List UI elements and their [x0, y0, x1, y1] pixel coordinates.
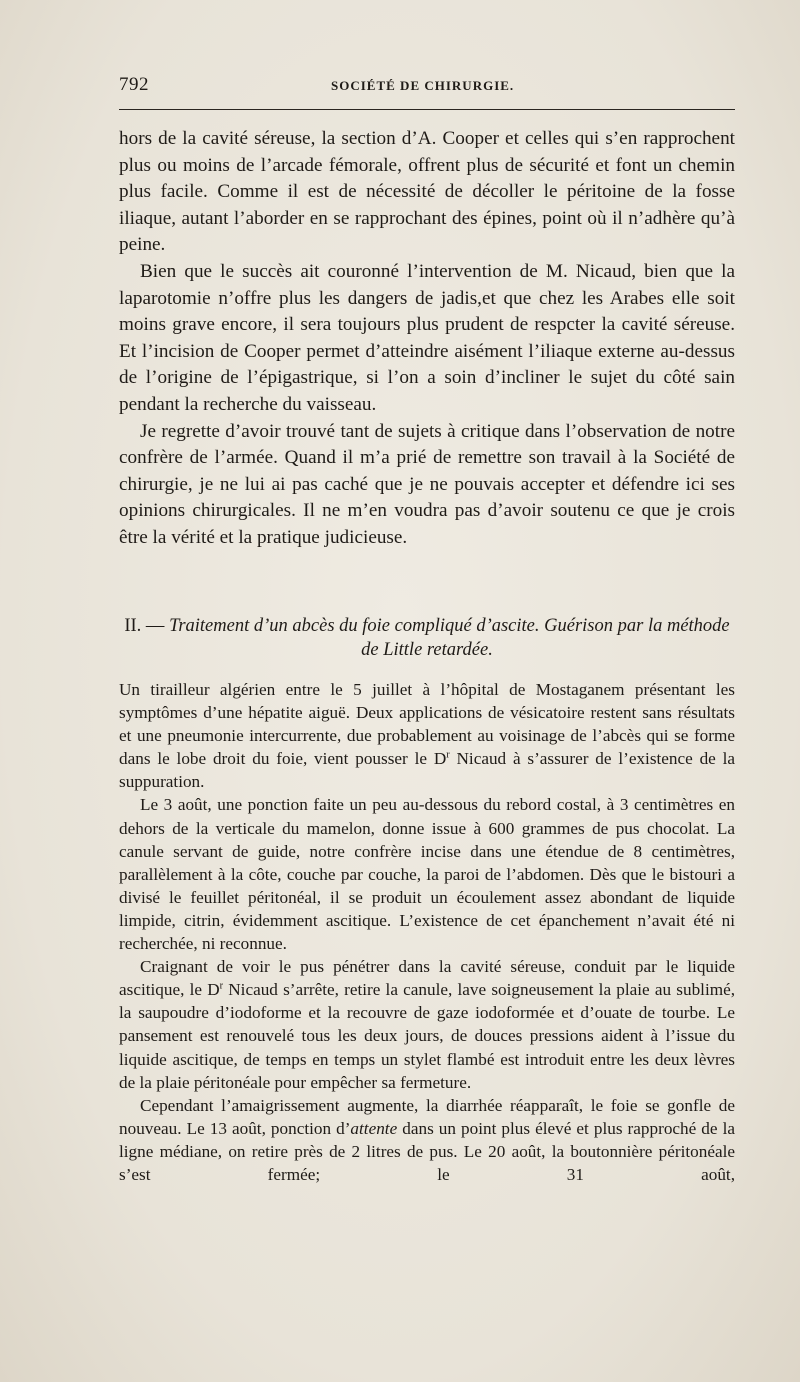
paragraph-3: Je regrette d’avoir trouvé tant de sujets à critique dans l’observation de notre confrère de l’armée. Quand il m’a prié de remettre son travail à la Société de chirurgie, je ne lui ai pas caché que je ne pouvais accepter et défendre ici ses opinions chirurgicales. Il ne m’en voudra pas d’avoir soutenu ce que je crois être la vérité et la pratique judicieuse.	[119, 420, 735, 548]
observation-paragraph-2: Le 3 août, une ponction faite un peu au-dessous du rebord costal, à 3 centimètres en dehors de la verticale du mamelon, donne issue à 600 grammes de pus chocolat. La canule servant de guide, notre confrère incise dans une étendue de 8 centimètres, parallèlement à la côte, couche par couche, la paroi de l’abdomen. Dès que le bistouri a divisé le feuillet péritonéal, il se produit un écoulement assez abondant de liquide limpide, citrin, évidemment ascitique. L’existence de cet épanchement n’avait été ni recherchée, ni reconnue.	[119, 795, 735, 954]
italic-word: attente	[350, 1118, 398, 1138]
paragraph-1: hors de la cavité séreuse, la section d’A. Cooper et celles qui s’en rapprochent plus ou moins de l’arcade fémorale, offrent plus de sécurité et font un chemin plus facile. Comme il est de nécessité de décoller le péritoine de la fosse iliaque, autant l’aborder en se rapprochant des épines, point où il n’adhère qu’à peine.	[119, 128, 735, 256]
page-number: 792	[119, 74, 149, 95]
doctor-abbrev: D	[207, 980, 220, 1000]
section-number: II. —	[124, 616, 165, 636]
observation-paragraph-4	[119, 1094, 735, 1186]
header-rule	[119, 109, 735, 110]
observation-p1-end: Nicaud à s’assurer de l’existence de la suppuration.	[119, 749, 736, 792]
observation-p3-end: Nicaud s’arrête, retire la canule, lave soigneusement la plaie au sublimé, la saupoudre d’iodoforme et la recouvre de gaze iodoformée et d’ouate de tourbe. Le pansement est renouvelé tous les deux jours, de douces pressions aident à l’issue du liquide ascitique, de temps en temps un stylet flambé est introduit entre les deux lèvres de la plaie péritonéale pour empêcher sa fermeture.	[119, 980, 736, 1092]
page-header	[119, 74, 735, 98]
main-body	[119, 126, 735, 552]
running-head: SOCIÉTÉ DE CHIRURGIE.	[331, 78, 515, 93]
section-heading	[119, 614, 735, 662]
observation-p4-start: Cependant l’amaigrissement augmente, la diarrhée réapparaît, le foie se gonfle de nouveau. Le 13 août, ponction d’	[119, 1095, 735, 1138]
observation-p1-text: Un tirailleur algérien entre le 5 juillet à l’hôpital de Mostaganem présentant les symptômes d’une hépatite aiguë. Deux applications de vésicatoire restent sans résultats et une pneumonie intercurrente, due probablement au voisinage de l’abcès qui se forme dans le lobe droit du foie, vient pousser le	[119, 680, 735, 769]
observation-text	[119, 678, 735, 1186]
observation-p4-end: dans un point plus élevé et plus rapproché de la ligne médiane, on retire près de 2 litres de pus. Le 20 août, la boutonnière péritonéale s’est fermée; le 31 août,	[119, 1118, 735, 1184]
doctor-abbrev: D	[433, 749, 447, 769]
paragraph-2: Bien que le succès ait couronné l’intervention de M. Nicaud, bien que la laparotomie n’offre plus les dangers de jadis,et que chez les Arabes elle soit moins grave encore, il sera toujours plus prudent de respcter la cavité séreuse. Et l’incision de Cooper permet d’atteindre aisément l’iliaque externe au-dessus de l’origine de l’épigastrique, si l’on a soin d’incliner le sujet du côté sain pendant la recherche du vaisseau.	[119, 260, 735, 415]
observation-paragraph-1	[119, 678, 735, 793]
doctor-abbrev-sup: r	[446, 749, 450, 761]
doctor-abbrev-sup: r	[219, 980, 224, 992]
section-title: Traitement d’un abcès du foie compliqué d’ascite. Guérison par la méthode de Little retardée.	[169, 616, 730, 660]
observation-p3-start: Craignant de voir le pus pénétrer dans la cavité séreuse, conduit par le liquide ascitique, le	[119, 957, 735, 1000]
observation-paragraph-3	[119, 955, 735, 1094]
